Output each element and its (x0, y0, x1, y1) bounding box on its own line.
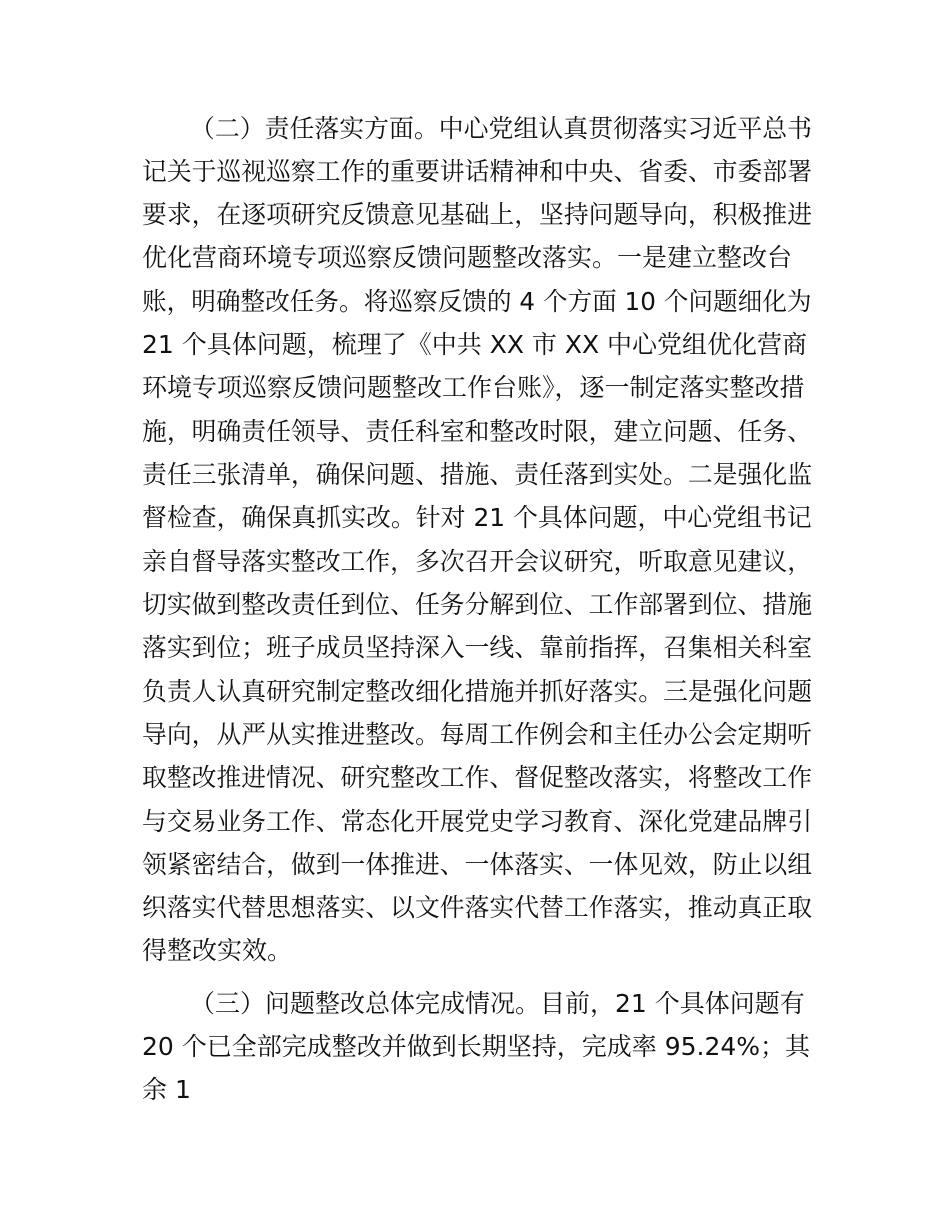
paragraph-3-line-1: （三）问题整改总体完成情况。目前，21 个具体问题有 (190, 989, 805, 1018)
paragraph-2-line-5: 账，明确整改任务。将巡察反馈的 4 个方面 10 个问题细化为 (142, 287, 812, 316)
paragraph-2-line-12: 切实做到整改责任到位、任务分解到位、工作部署到位、措施 (142, 590, 813, 619)
paragraph-2-line-1: （二）责任落实方面。中心党组认真贯彻落实习近平总书 (190, 114, 813, 143)
paragraph-2-line-19: 织落实代替思想落实、以文件落实代替工作落实，推动真正取 (142, 893, 813, 922)
paragraph-2-line-9: 责任三张清单，确保问题、措施、责任落到实处。二是强化监 (142, 460, 813, 489)
paragraph-2-line-4: 优化营商环境专项巡察反馈问题整改落实。一是建立整改台 (142, 243, 793, 272)
paragraph-2-line-2: 记关于巡视巡察工作的重要讲话精神和中央、省委、市委部署 (142, 157, 813, 186)
paragraph-2-line-20: 得整改实效。 (142, 936, 293, 965)
paragraph-2-line-7: 环境专项巡察反馈问题整改工作台账》，逐一制定落实整改措 (142, 373, 805, 402)
paragraph-2-line-11: 亲自督导落实整改工作，多次召开会议研究，听取意见建议， (142, 547, 813, 576)
paragraph-2-line-8: 施，明确责任领导、责任科室和整改时限，建立问题、任务、 (142, 417, 813, 446)
paragraph-2-line-6: 21 个具体问题，梳理了《中共 XX 市 XX 中心党组优化营商 (142, 330, 808, 359)
paragraph-2-line-15: 导向，从严从实推进整改。每周工作例会和主任办公会定期听 (142, 720, 813, 749)
paragraph-3-line-2: 20 个已全部完成整改并做到长期坚持，完成率 95.24%；其 (142, 1032, 811, 1061)
paragraph-2-line-18: 领紧密结合，做到一体推进、一体落实、一体见效，防止以组 (142, 850, 813, 879)
paragraph-2-line-17: 与交易业务工作、常态化开展党史学习教育、深化党建品牌引 (142, 807, 813, 836)
paragraph-2-line-3: 要求，在逐项研究反馈意见基础上，坚持问题导向，积极推进 (142, 200, 813, 229)
paragraph-3-line-3: 余 1 (142, 1075, 191, 1104)
paragraph-2-line-14: 负责人认真研究制定整改细化措施并抓好落实。三是强化问题 (142, 677, 813, 706)
paragraph-2-line-10: 督检查，确保真抓实改。针对 21 个具体问题，中心党组书记 (142, 503, 812, 532)
paragraph-2-line-16: 取整改推进情况、研究整改工作、督促整改落实，将整改工作 (142, 763, 813, 792)
paragraph-2-line-13: 落实到位；班子成员坚持深入一线、靠前指挥，召集相关科室 (142, 633, 813, 662)
